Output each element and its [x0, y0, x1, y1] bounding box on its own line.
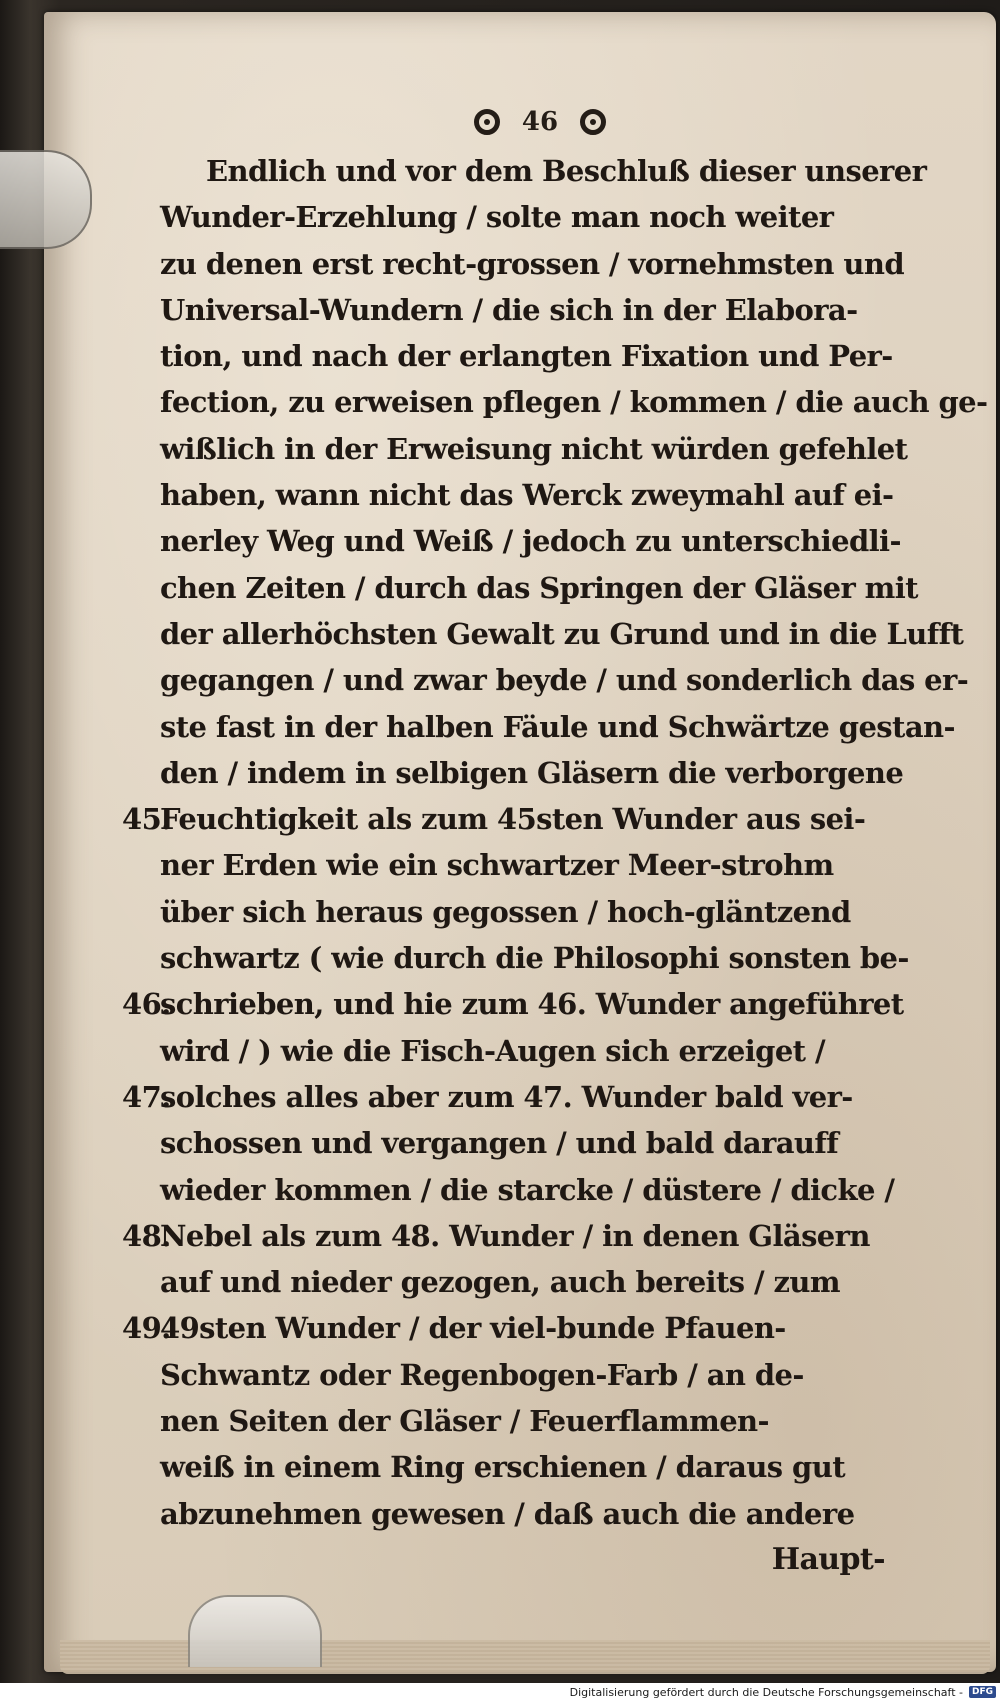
text-line: [122, 1213, 925, 1259]
text-line: [122, 981, 925, 1027]
text-line-content: schossen und vergangen / und bald darauff: [160, 1126, 839, 1161]
text-line-content: nen Seiten der Gläser / Feuerflammen-: [160, 1404, 769, 1439]
page-holder-clip-bottom: [188, 1595, 322, 1667]
text-line-content: der allerhöchsten Gewalt zu Grund und in die Lufft: [160, 616, 964, 651]
text-line-content: wieder kommen / die starcke / düstere / dicke /: [160, 1172, 895, 1207]
text-line: [160, 379, 988, 425]
text-line: [160, 194, 925, 240]
text-line: [160, 750, 925, 796]
text-line: [160, 842, 925, 888]
text-line-content: Wunder-Erzehlung / solte man noch weiter: [160, 200, 834, 235]
margin-note-number: 45.: [122, 802, 171, 837]
text-line: [160, 241, 925, 287]
fleuron-icon: [474, 109, 500, 135]
text-line: [160, 1028, 925, 1074]
text-line-content: über sich heraus gegossen / hoch-gläntzend: [160, 894, 851, 929]
text-line-content: weiß in einem Ring erschienen / daraus gut: [160, 1450, 845, 1485]
text-line: [160, 889, 925, 935]
text-line-content: 49sten Wunder / der viel-bunde Pfauen-: [160, 1311, 786, 1346]
credit-text: Digitalisierung gefördert durch die Deutsche Forschungsgemeinschaft -: [569, 1685, 963, 1699]
text-line: [160, 333, 925, 379]
text-line: [160, 426, 925, 472]
text-line-content: schwartz ( wie durch die Philosophi sonsten be-: [160, 941, 909, 976]
fleuron-icon: [580, 109, 606, 135]
margin-note-number: 49.: [122, 1311, 171, 1346]
text-line: [122, 1074, 925, 1120]
text-line-content: auf und nieder gezogen, auch bereits / zum: [160, 1265, 840, 1300]
text-line: [160, 657, 969, 703]
margin-note-number: 47.: [122, 1079, 171, 1114]
text-line-content: zu denen erst recht-grossen / vornehmsten und: [160, 246, 904, 281]
text-line: [160, 1491, 925, 1537]
text-line: [160, 704, 955, 750]
page-number: 46: [521, 107, 559, 137]
text-line: [122, 1305, 925, 1351]
margin-note-number: 48.: [122, 1218, 171, 1253]
text-line-content: haben, wann nicht das Werck zweymahl auf ei-: [160, 478, 894, 513]
text-line-content: ner Erden wie ein schwartzer Meer-strohm: [160, 848, 834, 883]
text-line: [160, 1120, 925, 1166]
text-line: [160, 1259, 925, 1305]
text-line-content: wird / ) wie die Fisch-Augen sich erzeiget /: [160, 1033, 825, 1068]
text-line: [160, 1167, 925, 1213]
text-line: [160, 1352, 925, 1398]
text-line: [160, 1398, 925, 1444]
text-line-content: chen Zeiten / durch das Springen der Gläser mit: [160, 570, 918, 605]
text-line-content: abzunehmen gewesen / daß auch die andere: [160, 1496, 855, 1531]
text-line-content: ste fast in der halben Fäule und Schwärtze gestan-: [160, 709, 955, 744]
text-line: [122, 796, 925, 842]
catchword: Haupt-: [771, 1541, 885, 1577]
text-line-content: schrieben, und hie zum 46. Wunder angeführet: [160, 987, 904, 1022]
digitization-credit-bar: [0, 1683, 1000, 1701]
text-line-content: wißlich in der Erweisung nicht würden gefehlet: [160, 431, 908, 466]
margin-note-number: 46.: [122, 987, 171, 1022]
text-line: [160, 611, 964, 657]
text-line-content: nerley Weg und Weiß / jedoch zu unterschiedli-: [160, 524, 901, 559]
text-line-content: den / indem in selbigen Gläsern die verborgene: [160, 755, 904, 790]
text-line-content: Schwantz oder Regenbogen-Farb / an de-: [160, 1357, 804, 1392]
text-line-content: Feuchtigkeit als zum 45sten Wunder aus sei-: [160, 802, 866, 837]
text-line: [160, 287, 925, 333]
text-line-content: Endlich und vor dem Beschluß dieser unserer: [206, 154, 927, 188]
text-line: [160, 518, 925, 564]
page-header: [440, 98, 640, 146]
body-text: [122, 148, 988, 1583]
text-line: [160, 565, 925, 611]
text-line: [160, 148, 925, 194]
page-holder-clip-left: [0, 150, 92, 249]
text-line-content: gegangen / und zwar beyde / und sonderlich das er-: [160, 663, 969, 698]
dfg-logo: DFG: [969, 1686, 996, 1698]
text-line: [160, 935, 925, 981]
text-line: [160, 472, 925, 518]
text-line-content: solches alles aber zum 47. Wunder bald ver-: [160, 1079, 853, 1114]
text-line-content: Universal-Wundern / die sich in der Elabora-: [160, 292, 858, 327]
text-line-content: fection, zu erweisen pflegen / kommen / die auch ge-: [160, 385, 988, 420]
text-line: [160, 1444, 925, 1490]
text-line-content: tion, und nach der erlangten Fixation und Per-: [160, 339, 893, 374]
text-line-content: Nebel als zum 48. Wunder / in denen Gläsern: [160, 1218, 870, 1253]
